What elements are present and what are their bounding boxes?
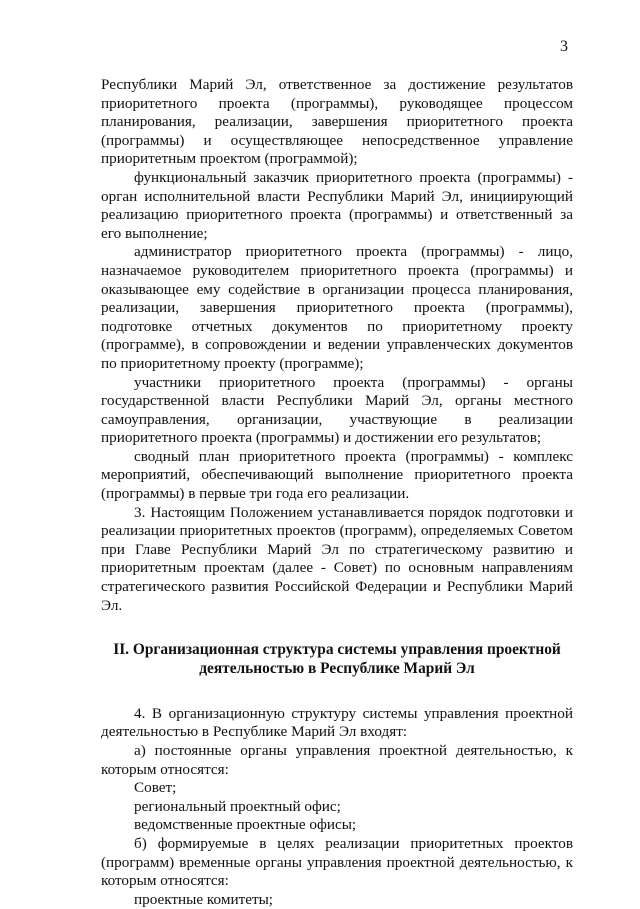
page-number: 3 (560, 38, 568, 55)
paragraph: функциональный заказчик приоритетного проекта (программы) - орган исполнительной власти Республики Марий Эл, инициирующий реализацию приоритетного проекта (программы) и ответственный за его выполнение; (101, 168, 573, 242)
paragraphs-bottom (101, 705, 573, 909)
paragraph: Республики Марий Эл, ответственное за достижение результатов приоритетного проекта (программы), руководящее процессом планирования, реализации, завершения приоритетного проекта (программы) и осуществляющее непосредственное управление приоритетным проектом (программой); (101, 76, 573, 168)
paragraph: б) формируемые в целях реализации приоритетных проектов (программ) временные органы управления проектной деятельностью, к которым относятся: (101, 834, 573, 890)
paragraph: ведомственные проектные офисы; (134, 816, 357, 834)
paragraph: проектные комитеты; (134, 890, 274, 908)
paragraph: 3. Настоящим Положением устанавливается порядок подготовки и реализации приоритетных проектов (программ), определяемых Советом при Главе Республики Марий Эл по стратегическому развитию и приоритетным проектам (далее - Совет) по основным направлениям стратегического развития Российской Федерации и Республики Марий Эл. (101, 503, 573, 614)
paragraph: а) постоянные органы управления проектной деятельностью, к которым относятся: (101, 742, 573, 778)
paragraph: участники приоритетного проекта (программы) - органы государственной власти Республики Марий Эл, органы местного самоуправления, организации, участвующие в реализации приоритетного проекта (программы) и достижении его результатов; (101, 373, 573, 447)
paragraph: Совет; (134, 779, 177, 797)
paragraphs-top (101, 76, 573, 615)
section-heading-line-2: деятельностью в Республике Марий Эл (199, 660, 475, 678)
paragraph: 4. В организационную структуру системы управления проектной деятельностью в Республике Марий Эл входят: (101, 704, 573, 741)
paragraph: администратор приоритетного проекта (программы) - лицо, назначаемое руководителем приоритетного проекта (программы) и оказывающее ему содействие в организации процесса планирования, реализации, завершения приоритетного проекта (программы), подготовке отчетных документов по приоритетному проекту (программе), в сопровождении и ведении управленческих документов по приоритетному проекту (программе); (101, 243, 573, 372)
paragraph: сводный план приоритетного проекта (программы) - комплекс мероприятий, обеспечивающий выполнение приоритетного проекта (программы) в первые три года его реализации. (101, 447, 573, 503)
section-heading-line-1: II. Организационная структура системы управления проектной (113, 641, 561, 659)
document-body (101, 76, 573, 909)
paragraph: региональный проектный офис; (134, 797, 341, 815)
section-heading (101, 641, 573, 679)
